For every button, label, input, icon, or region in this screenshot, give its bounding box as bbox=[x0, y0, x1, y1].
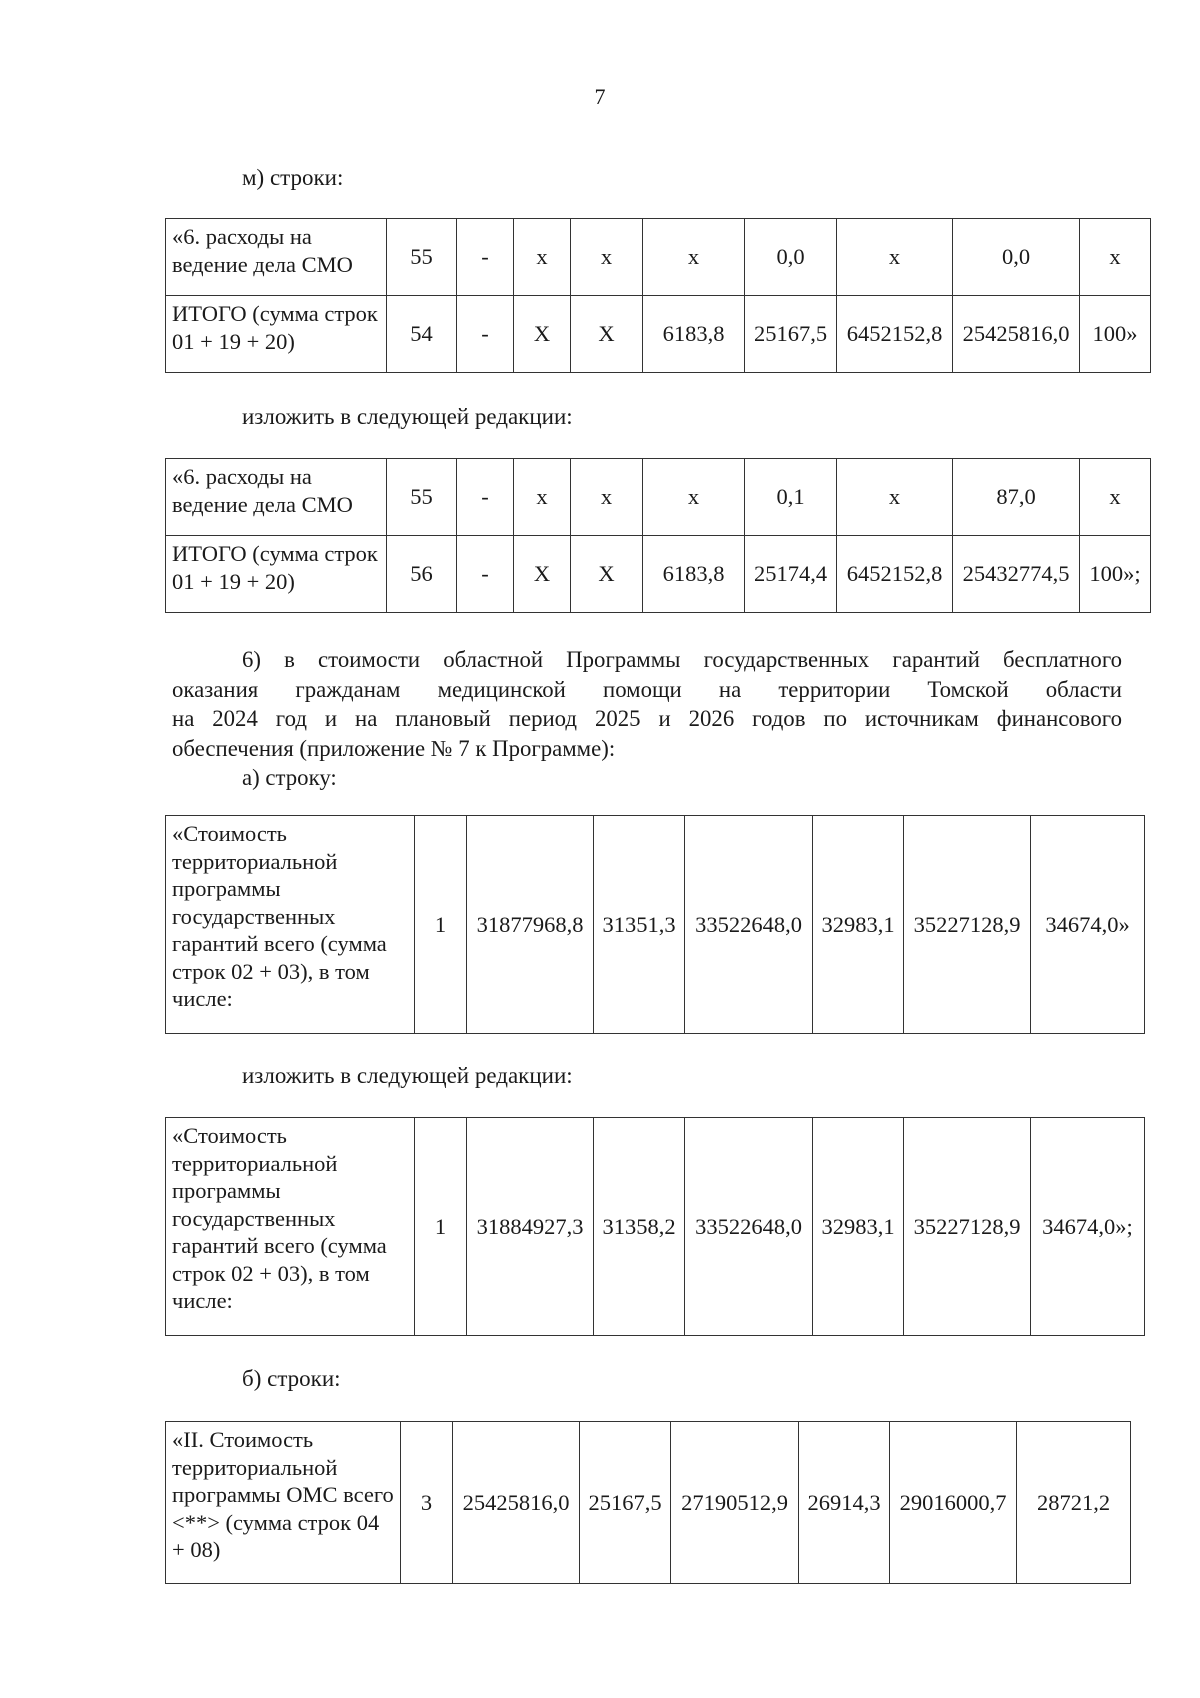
table-a-old-cell: 31877968,8 bbox=[467, 816, 594, 1034]
table-m-old-cell: 54 bbox=[387, 296, 457, 373]
table-m-new-cell: 87,0 bbox=[953, 459, 1080, 536]
table-b-cell: 3 bbox=[401, 1422, 453, 1584]
table-m-old-cell: Х bbox=[514, 296, 571, 373]
table-a-old-cell: 33522648,0 bbox=[685, 816, 813, 1034]
table-m-new-cell: 6183,8 bbox=[643, 536, 745, 613]
page-number: 7 bbox=[594, 84, 606, 109]
table-m-new-cell: 6452152,8 bbox=[837, 536, 953, 613]
table-m-new-cell: - bbox=[457, 536, 514, 613]
section-m-intro: м) строки: bbox=[242, 165, 344, 190]
point-6-line-1: 6) в стоимости областной Программы государственных гарантий бесплатного bbox=[242, 647, 1122, 672]
table-b-cell: 26914,3 bbox=[799, 1422, 890, 1584]
table-m-new-row bbox=[166, 459, 1151, 536]
table-m-old-cell: 0,0 bbox=[953, 219, 1080, 296]
table-m-new-row-label: «6. расходы на ведение дела СМО bbox=[166, 459, 387, 536]
section-b-intro: б) строки: bbox=[242, 1366, 341, 1391]
table-a-old-cell: 34674,0» bbox=[1031, 816, 1145, 1034]
table-m-new-cell: х bbox=[1080, 459, 1151, 536]
table-m-old-cell: 25167,5 bbox=[745, 296, 837, 373]
table-a-old-cell: 35227128,9 bbox=[904, 816, 1031, 1034]
table-m-old-cell: х bbox=[643, 219, 745, 296]
table-a-new bbox=[165, 1117, 1145, 1336]
table-m-old-cell: Х bbox=[571, 296, 643, 373]
table-m-old-cell: 25425816,0 bbox=[953, 296, 1080, 373]
table-m-new-cell: Х bbox=[514, 536, 571, 613]
table-m-old-cell: 0,0 bbox=[745, 219, 837, 296]
table-a-old bbox=[165, 815, 1145, 1034]
table-m-new-cell: х bbox=[514, 459, 571, 536]
replace-text-m: изложить в следующей редакции: bbox=[242, 404, 573, 429]
table-a-old-row bbox=[166, 816, 1145, 1034]
table-m-old-cell: - bbox=[457, 296, 514, 373]
table-a-new-cell: 31884927,3 bbox=[467, 1118, 594, 1336]
table-m-new-row-label: ИТОГО (сумма строк 01 + 19 + 20) bbox=[166, 536, 387, 613]
table-a-new-cell: 34674,0»; bbox=[1031, 1118, 1145, 1336]
table-m-new-cell: - bbox=[457, 459, 514, 536]
table-b-cell: 27190512,9 bbox=[671, 1422, 799, 1584]
table-m-new-cell: 55 bbox=[387, 459, 457, 536]
point-6-line-2: оказания гражданам медицинской помощи на территории Томской области bbox=[172, 676, 1122, 702]
point-6-line-3: на 2024 год и на плановый период 2025 и 2026 годов по источникам финансового bbox=[172, 706, 1122, 731]
table-m-old-cell: 6183,8 bbox=[643, 296, 745, 373]
table-m-new-row bbox=[166, 536, 1151, 613]
table-a-old-row-label: «Стоимость территориальной программы государственных гарантий всего (сумма строк 02 + 03), в том числе: bbox=[166, 816, 415, 1034]
table-b-row bbox=[166, 1422, 1131, 1584]
table-m-old bbox=[165, 218, 1151, 373]
sub-a-label: а) строку: bbox=[242, 765, 337, 790]
table-b-cell: 25425816,0 bbox=[453, 1422, 580, 1584]
table-m-new-cell: Х bbox=[571, 536, 643, 613]
table-a-new-cell: 35227128,9 bbox=[904, 1118, 1031, 1336]
table-b bbox=[165, 1421, 1131, 1584]
table-m-old-cell: х bbox=[1080, 219, 1151, 296]
table-m-old-cell: 6452152,8 bbox=[837, 296, 953, 373]
table-b-cell: 29016000,7 bbox=[890, 1422, 1017, 1584]
table-m-new-cell: 56 bbox=[387, 536, 457, 613]
table-a-old-cell: 1 bbox=[415, 816, 467, 1034]
table-a-old-cell: 31351,3 bbox=[594, 816, 685, 1034]
table-m-old-row bbox=[166, 219, 1151, 296]
table-m-new-cell: 25174,4 bbox=[745, 536, 837, 613]
table-m-old-cell: 100» bbox=[1080, 296, 1151, 373]
table-m-new-cell: 25432774,5 bbox=[953, 536, 1080, 613]
table-m-new-cell: х bbox=[837, 459, 953, 536]
table-m-old-row-label: ИТОГО (сумма строк 01 + 19 + 20) bbox=[166, 296, 387, 373]
table-m-old-cell: 55 bbox=[387, 219, 457, 296]
table-a-new-cell: 32983,1 bbox=[813, 1118, 904, 1336]
table-m-old-cell: х bbox=[571, 219, 643, 296]
table-a-new-cell: 33522648,0 bbox=[685, 1118, 813, 1336]
table-m-old-cell: х bbox=[514, 219, 571, 296]
point-6-paragraph bbox=[172, 645, 1122, 793]
table-a-new-row-label: «Стоимость территориальной программы государственных гарантий всего (сумма строк 02 + 03), в том числе: bbox=[166, 1118, 415, 1336]
replace-text-a: изложить в следующей редакции: bbox=[242, 1063, 573, 1088]
table-m-old-row bbox=[166, 296, 1151, 373]
table-m-old-row-label: «6. расходы на ведение дела СМО bbox=[166, 219, 387, 296]
table-a-old-cell: 32983,1 bbox=[813, 816, 904, 1034]
table-m-new-cell: 100»; bbox=[1080, 536, 1151, 613]
table-a-new-row bbox=[166, 1118, 1145, 1336]
table-m-new-cell: х bbox=[643, 459, 745, 536]
table-b-cell: 25167,5 bbox=[580, 1422, 671, 1584]
table-m-old-cell: х bbox=[837, 219, 953, 296]
table-a-new-cell: 31358,2 bbox=[594, 1118, 685, 1336]
table-m-old-cell: - bbox=[457, 219, 514, 296]
table-m-new-cell: 0,1 bbox=[745, 459, 837, 536]
table-b-row-label: «II. Стоимость территориальной программы ОМС всего <**> (сумма строк 04 + 08) bbox=[166, 1422, 401, 1584]
point-6-line-4: обеспечения (приложение № 7 к Программе): bbox=[172, 735, 616, 761]
table-m-new-cell: х bbox=[571, 459, 643, 536]
table-m-new bbox=[165, 458, 1151, 613]
table-b-cell: 28721,2 bbox=[1017, 1422, 1131, 1584]
table-a-new-cell: 1 bbox=[415, 1118, 467, 1336]
